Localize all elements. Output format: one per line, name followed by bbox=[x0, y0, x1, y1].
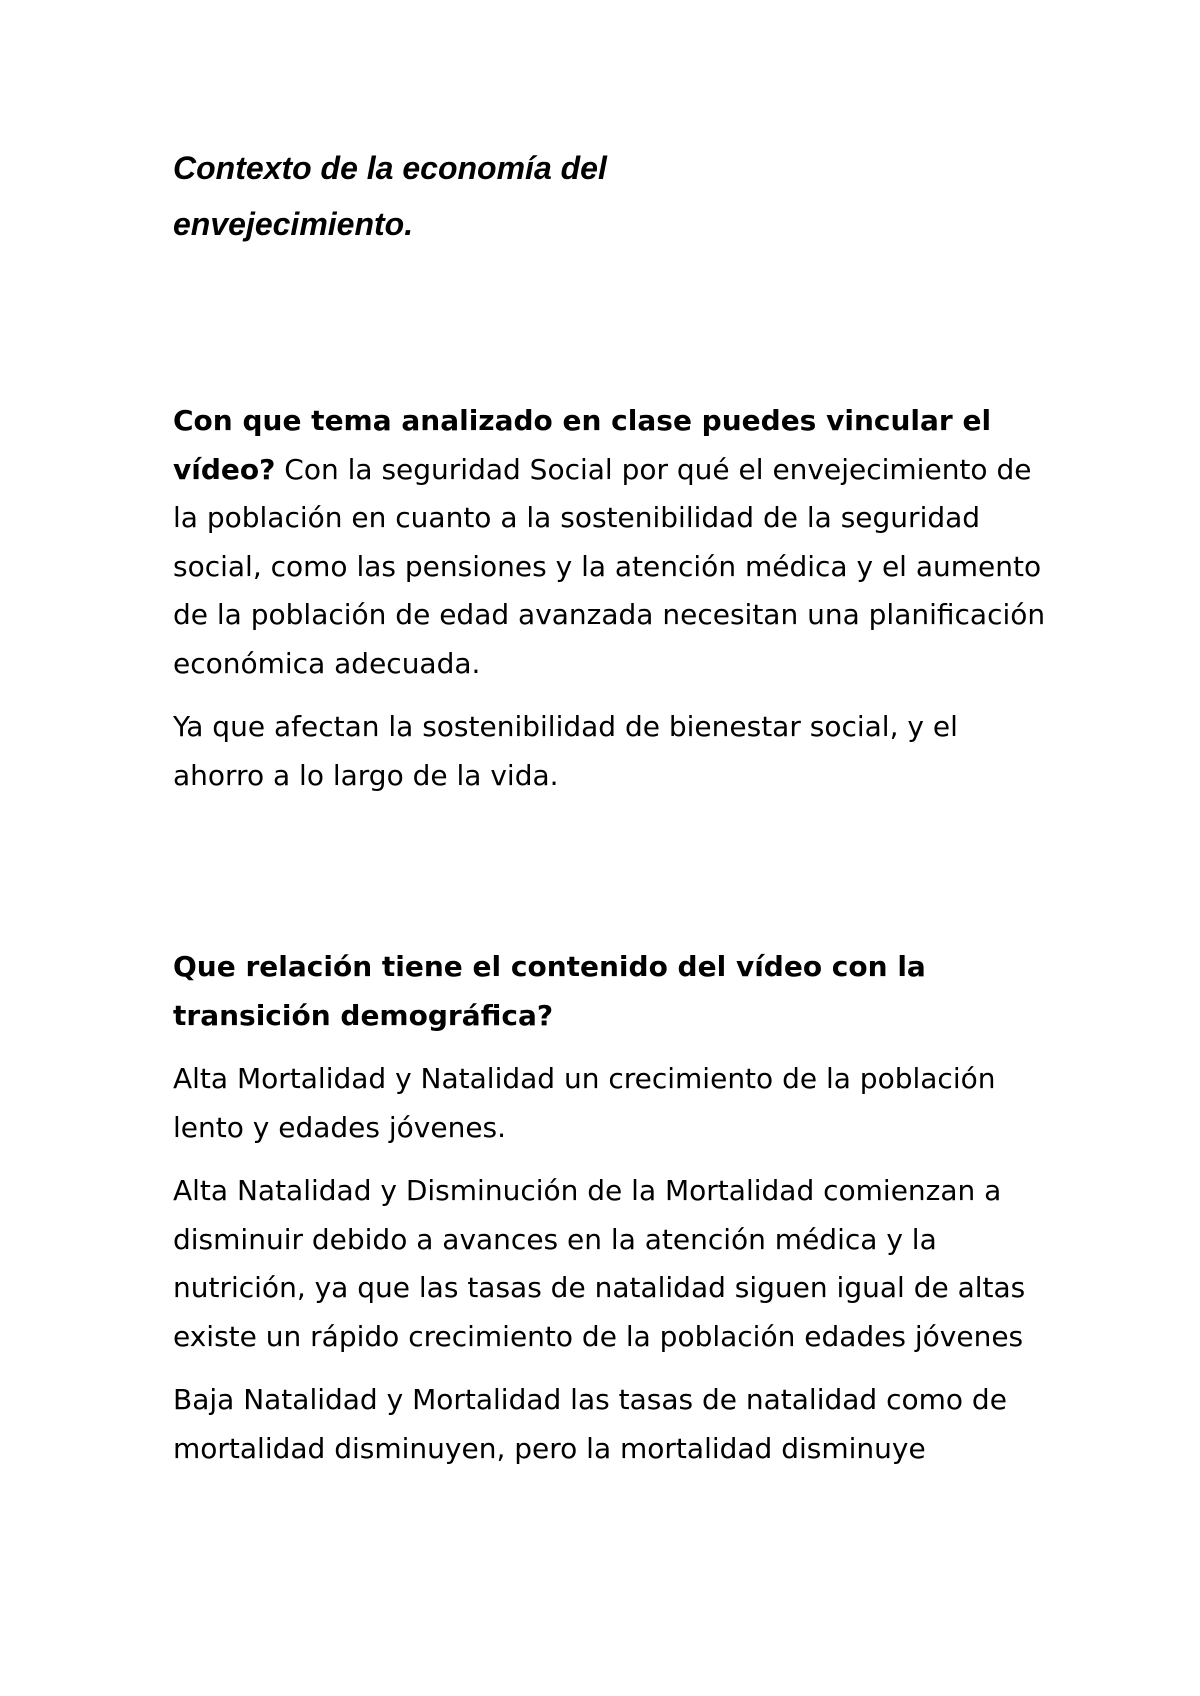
answer-1: Con la seguridad Social por qué el envejecimiento de la población en cuanto a la sostenibilidad de la seguridad social, como las pensiones y la atención médica y el aumento de la población de edad avanzada necesitan una planificación económica adecuada. bbox=[173, 452, 1046, 680]
title-line-1: Contexto de la economía del bbox=[173, 150, 607, 186]
section-1-paragraph-1 bbox=[173, 397, 1053, 688]
section-1-paragraph-2: Ya que afectan la sostenibilidad de bienestar social, y el ahorro a lo largo de la vida. bbox=[173, 710, 958, 792]
section-2-paragraph-2: Alta Natalidad y Disminución de la Mortalidad comienzan a disminuir debido a avances en la atención médica y la nutrición, ya que las tasas de natalidad siguen igual de altas existe un rápido crecimiento de la población edades jóvenes bbox=[173, 1174, 1026, 1353]
question-1: Con que tema analizado en clase puedes vincular el vídeo? bbox=[173, 404, 992, 486]
document-title bbox=[173, 140, 933, 252]
section-demographic-transition bbox=[173, 943, 1053, 1488]
section-video-link bbox=[173, 397, 1053, 815]
section-2-paragraph-1: Alta Mortalidad y Natalidad un crecimiento de la población lento y edades jóvenes. bbox=[173, 1062, 996, 1144]
section-2-paragraph-3: Baja Natalidad y Mortalidad las tasas de natalidad como de mortalidad disminuyen, pero la mortalidad disminuye bbox=[173, 1383, 1007, 1465]
question-2: Que relación tiene el contenido del vídeo con la transición demográfica? bbox=[173, 950, 926, 1032]
title-line-2: envejecimiento. bbox=[173, 206, 414, 242]
